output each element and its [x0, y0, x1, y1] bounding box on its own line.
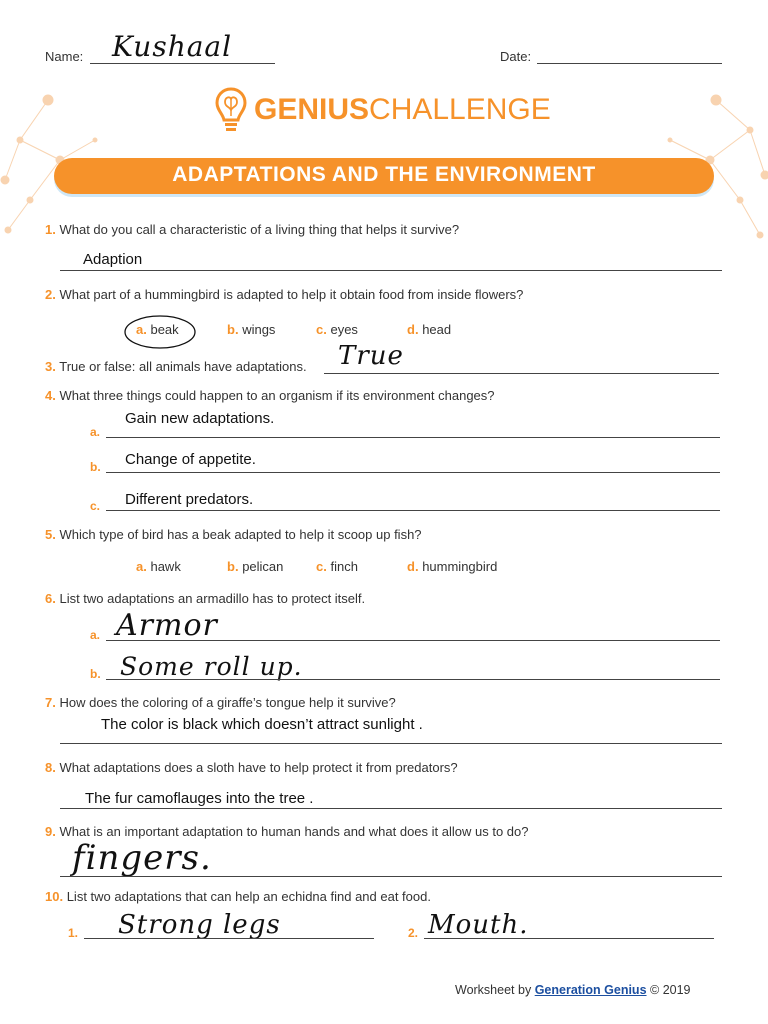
q4-letter-c: c. — [90, 499, 101, 513]
q2-option-c[interactable]: c. eyes — [316, 322, 358, 337]
q4-answer-b: Change of appetite. — [125, 451, 256, 468]
question-3: 3. True or false: all animals have adaptations. — [45, 359, 307, 374]
answer-1: Adaption — [83, 251, 143, 268]
page-title: ADAPTATIONS AND THE ENVIRONMENT — [172, 163, 596, 186]
name-field-line[interactable] — [90, 63, 275, 64]
date-field-line[interactable] — [537, 63, 722, 64]
name-label: Name: — [45, 49, 84, 64]
question-1: 1. What do you call a characteristic of a living thing that helps it survive? — [45, 222, 460, 237]
q10-answer-1: Strong legs — [118, 910, 281, 940]
q5-option-a[interactable]: a. hawk — [136, 559, 181, 574]
question-8: 8. What adaptations does a sloth have to help protect it from predators? — [45, 760, 458, 775]
answer-line-8[interactable] — [60, 808, 722, 809]
q10-number-1: 1. — [68, 926, 79, 940]
footer-prefix: Worksheet by — [455, 983, 532, 997]
question-7: 7. How does the coloring of a giraffe’s tongue help it survive? — [45, 695, 396, 710]
question-9: 9. What is an important adaptation to human hands and what does it allow us to do? — [45, 824, 529, 839]
answer-line-9[interactable] — [60, 876, 722, 877]
answer-3: True — [338, 341, 404, 371]
q6-letter-b: b. — [90, 667, 101, 681]
q6-answer-b: Some roll up. — [120, 652, 303, 681]
q2-option-b[interactable]: b. wings — [227, 322, 276, 337]
answer-line-7[interactable] — [60, 743, 722, 744]
q4-letter-b: b. — [90, 460, 101, 474]
q10-line-2[interactable] — [424, 938, 714, 939]
q5-option-c[interactable]: c. finch — [316, 559, 358, 574]
q4-line-c[interactable] — [106, 510, 720, 511]
q5-option-b[interactable]: b. pelican — [227, 559, 284, 574]
footer-credit — [455, 983, 691, 997]
answer-line-3[interactable] — [324, 373, 719, 374]
brand-light: CHALLENGE — [369, 93, 551, 126]
answer-7: The color is black which doesn’t attract sunlight . — [101, 716, 423, 733]
q4-answer-c: Different predators. — [125, 491, 254, 508]
q10-answer-2: Mouth. — [428, 910, 529, 940]
name-value: Kushaal — [112, 30, 233, 63]
lightbulb-brain-icon — [214, 86, 248, 136]
title-banner — [54, 158, 714, 194]
q5-option-d[interactable]: d. hummingbird — [407, 559, 498, 574]
date-label: Date: — [500, 49, 532, 64]
question-6: 6. List two adaptations an armadillo has to protect itself. — [45, 591, 366, 606]
q4-answer-a: Gain new adaptations. — [125, 410, 275, 427]
answer-8: The fur camoflauges into the tree . — [85, 790, 314, 807]
q6-answer-a: Armor — [116, 608, 218, 643]
question-4: 4. What three things could happen to an organism if its environment changes? — [45, 388, 495, 403]
q6-line-b[interactable] — [106, 679, 720, 680]
question-5: 5. Which type of bird has a beak adapted to help it scoop up fish? — [45, 527, 422, 542]
q2-option-d[interactable]: d. head — [407, 322, 452, 337]
q6-letter-a: a. — [90, 628, 101, 642]
q10-number-2: 2. — [408, 926, 419, 940]
q10-line-1[interactable] — [84, 938, 374, 939]
q4-line-a[interactable] — [106, 437, 720, 438]
footer-copyright: © 2019 — [650, 983, 691, 997]
q6-line-a[interactable] — [106, 640, 720, 641]
q2-option-a[interactable]: a. beak — [136, 322, 179, 337]
q4-line-b[interactable] — [106, 472, 720, 473]
question-2: 2. What part of a hummingbird is adapted to help it obtain food from inside flowers? — [45, 287, 524, 302]
brand-logo — [254, 93, 551, 127]
brand-bold: GENIUS — [254, 93, 370, 126]
generation-genius-link[interactable]: Generation Genius — [534, 983, 647, 997]
answer-line-1[interactable] — [60, 270, 722, 271]
q4-letter-a: a. — [90, 425, 101, 439]
question-10: 10. List two adaptations that can help an echidna find and eat food. — [45, 889, 431, 904]
answer-9: fingers. — [72, 838, 212, 878]
